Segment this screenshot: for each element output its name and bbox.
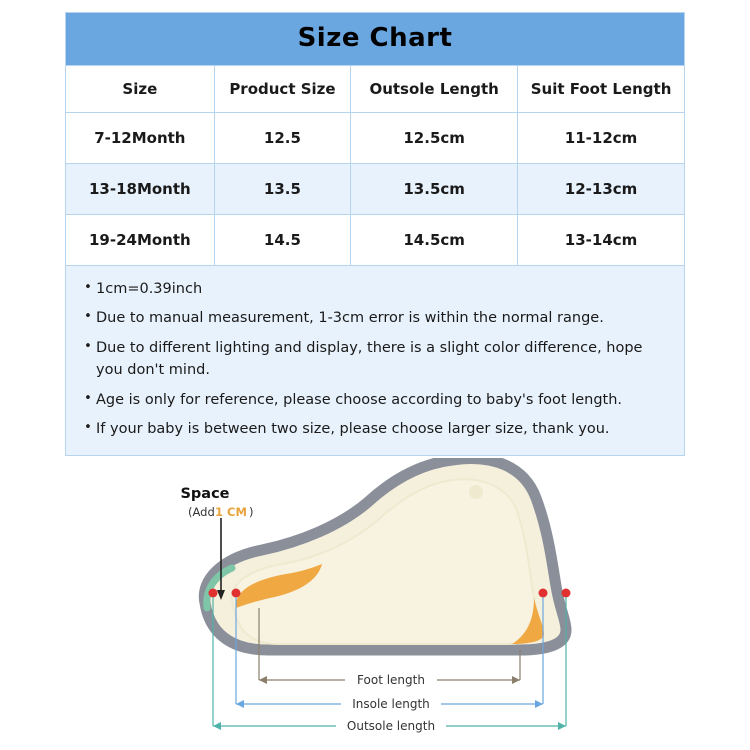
list-item	[80, 307, 670, 329]
cell-product-size: 12.5	[214, 113, 351, 164]
cell-suit-foot-length: 12-13cm	[518, 164, 685, 215]
bullet-icon: •	[84, 280, 92, 295]
table-row	[66, 113, 685, 164]
list-item	[80, 278, 670, 300]
cell-outsole-length: 12.5cm	[351, 113, 518, 164]
note-text: Due to manual measurement, 1-3cm error is within the normal range.	[96, 310, 604, 327]
column-header-suit-foot-length: Suit Foot Length	[518, 66, 685, 113]
cell-suit-foot-length: 13-14cm	[518, 215, 685, 266]
note-text: If your baby is between two size, please choose larger size, thank you.	[96, 421, 610, 438]
size-table	[65, 65, 685, 266]
cell-size: 19-24Month	[66, 215, 215, 266]
cell-product-size: 13.5	[214, 164, 351, 215]
table-header-row	[66, 66, 685, 113]
note-text: 1cm=0.39inch	[96, 281, 203, 297]
ankle-dot	[469, 485, 483, 499]
reference-dot-heel	[539, 588, 548, 597]
insole-length-arrow-right	[535, 700, 543, 708]
reference-dot-insole-front	[232, 588, 241, 597]
foot-length-arrow-left	[259, 676, 267, 684]
cell-size: 13-18Month	[66, 164, 215, 215]
notes-section	[65, 266, 685, 456]
table-row	[66, 164, 685, 215]
bullet-icon: •	[84, 420, 92, 436]
list-item	[80, 337, 670, 382]
insole-length-label: Insole length	[352, 696, 430, 711]
outsole-length-arrow-left	[213, 722, 221, 730]
space-add-suffix: )	[249, 504, 254, 519]
list-item	[80, 389, 670, 411]
cell-outsole-length: 13.5cm	[351, 164, 518, 215]
column-header-product-size: Product Size	[214, 66, 351, 113]
space-add-prefix: (Add	[188, 504, 215, 519]
reference-dot-outsole-back	[562, 588, 571, 597]
outsole-length-arrow-right	[558, 722, 566, 730]
cell-outsole-length: 14.5cm	[351, 215, 518, 266]
foot-measurement-diagram	[0, 458, 750, 748]
note-text: Age is only for reference, please choose according to baby's foot length.	[96, 391, 623, 408]
table-row	[66, 215, 685, 266]
cell-product-size: 14.5	[214, 215, 351, 266]
bullet-icon: •	[84, 390, 92, 406]
reference-dot-toe	[209, 588, 218, 597]
space-add-value: 1 CM	[215, 504, 247, 519]
cell-suit-foot-length: 11-12cm	[518, 113, 685, 164]
insole-length-arrow-left	[236, 700, 244, 708]
bullet-icon: •	[84, 309, 92, 325]
list-item	[80, 418, 670, 440]
foot-length-label: Foot length	[357, 672, 425, 687]
foot-length-arrow-right	[512, 676, 520, 684]
page-title: Size Chart	[65, 12, 685, 65]
outsole-length-label: Outsole length	[346, 718, 436, 733]
space-label: Space	[180, 485, 230, 502]
cell-size: 7-12Month	[66, 113, 215, 164]
bullet-icon: •	[84, 338, 92, 354]
note-text: Due to different lighting and display, there is a slight color difference, hope you don't mind.	[96, 339, 643, 379]
column-header-outsole-length: Outsole Length	[351, 66, 518, 113]
column-header-size: Size	[66, 66, 215, 113]
